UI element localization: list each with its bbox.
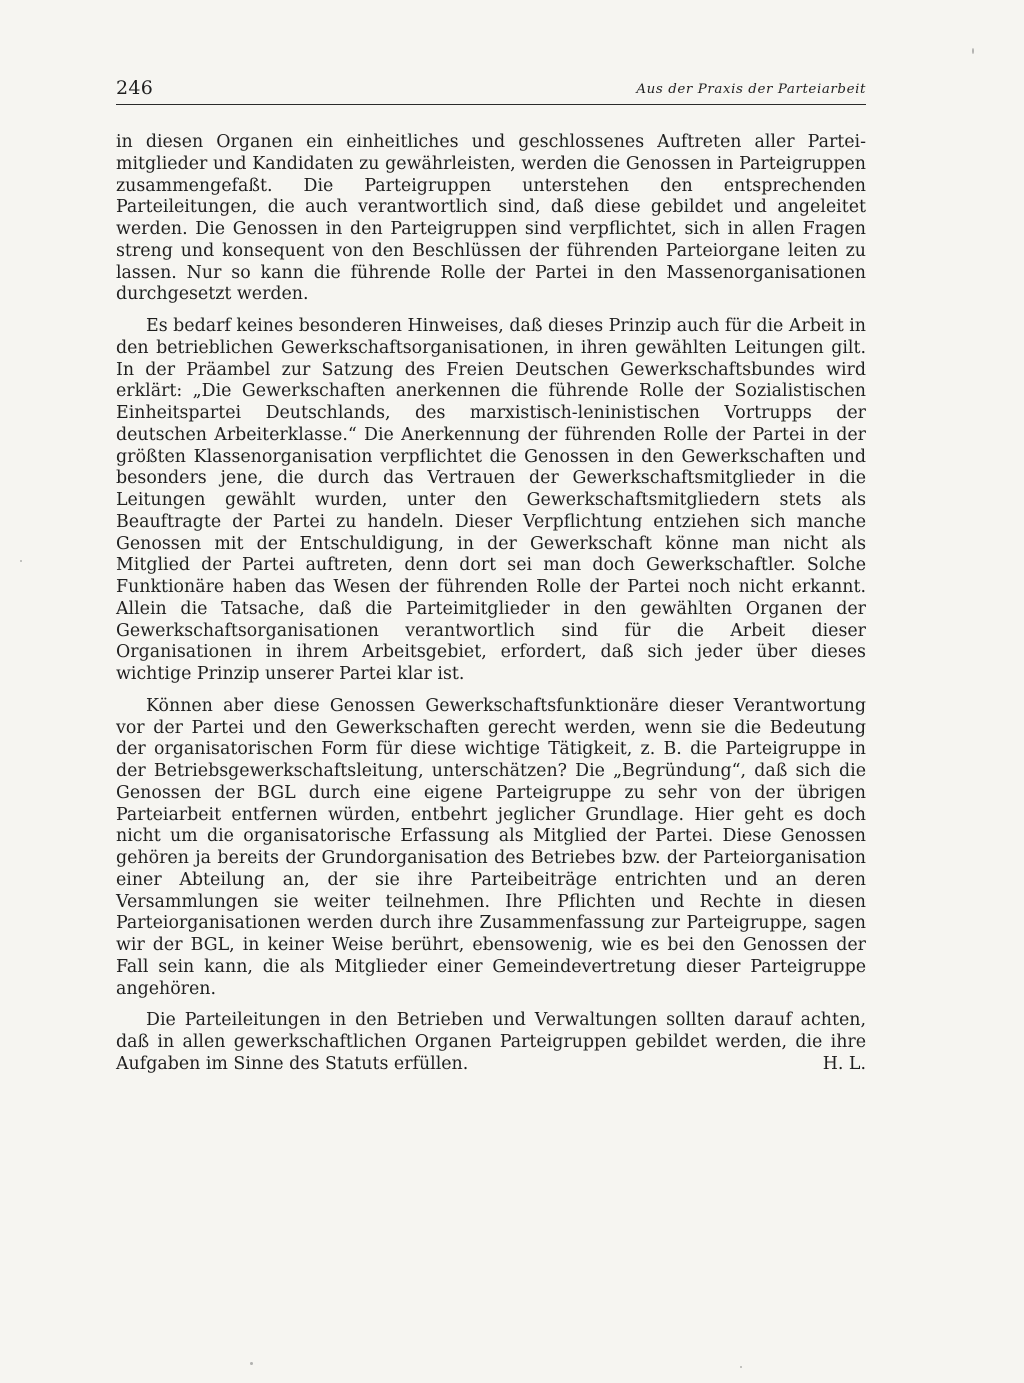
author-signature: H. L. (822, 1053, 866, 1074)
paragraph-1: in diesen Organen ein einheitliches und geschlossenes Auftreten aller Parteimitglieder und Kandidaten zu gewährleisten, werden die Genossen in Parteigruppen zusammengefaßt. Die Parteigruppen unterstehen den entsprechenden Parteileitungen, die auch verantwortlich sind, daß diese gebildet und angeleitet werden. Die Genossen in den Parteigruppen sind verpflichtet, sich in allen Fragen streng und konsequent von den Beschlüssen der führenden Parteiorgane leiten zu lassen. Nur so kann die führende Rolle der Partei in den Massenorganisationen durchgesetzt werden. (116, 132, 866, 305)
page-number: 246 (116, 77, 154, 99)
page-header (116, 76, 866, 105)
paragraph-2: Es bedarf keines besonderen Hinweises, daß dieses Prinzip auch für die Arbeit in den betrieblichen Gewerkschaftsorganisationen, in ihren gewählten Leitungen gilt. In der Präambel zur Satzung des Freien Deutschen Gewerkschaftsbundes wird erklärt: „Die Gewerkschaften anerkennen die führende Rolle der Sozialistischen Einheitspartei Deutschlands, des marxistisch-leninistischen Vortrupps der deutschen Arbeiterklasse.“ Die Anerkennung der führenden Rolle der Partei in der größten Klassenorganisation verpflichtet die Genossen in den Gewerkschaften und besonders jene, die durch das Vertrauen der Gewerkschaftsmitglieder in die Leitungen gewählt wurden, unter den Gewerkschaftsmitgliedern stets als Beauftragte der Partei zu handeln. Dieser Verpflichtung entziehen sich manche Genossen mit der Entschuldigung, in der Gewerkschaft könne man nicht als Mitglied der Partei auftreten, denn dort sei man doch Gewerkschaftler. Solche Funktionäre haben das Wesen der führenden Rolle der Partei noch nicht erkannt. Allein die Tatsache, daß die Parteimitglieder in den gewählten Organen der Gewerkschaftsorganisationen verantwortlich sind für die Arbeit dieser Organisationen in ihrem Arbeitsgebiet, erfordert, daß sich jeder über dieses wichtige Prinzip unserer Partei klar ist. (116, 316, 866, 684)
running-title: Aus der Praxis der Parteiarbeit (636, 82, 866, 97)
scan-speck (20, 560, 22, 562)
closing-block (116, 1010, 866, 1085)
body-text (116, 132, 866, 1086)
paragraph-4 (116, 1010, 866, 1075)
scan-speck (972, 48, 974, 54)
scan-speck (250, 1362, 253, 1365)
paragraph-3: Können aber diese Genossen Gewerkschaftsfunktionäre dieser Verantwortung vor der Partei und den Gewerkschaften gerecht werden, wenn sie die Bedeutung der organisatorischen Form für diese wichtige Tätigkeit, z. B. die Parteigruppe in der Betriebsgewerkschaftsleitung, unterschätzen? Die „Begründung“, daß sich die Genossen der BGL durch eine eigene Parteigruppe zu sehr von der übrigen Parteiarbeit entfernen würden, entbehrt jeglicher Grundlage. Hier geht es doch nicht um die organisatorische Erfassung als Mitglied der Partei. Diese Genossen gehören ja bereits der Grundorganisation des Betriebes bzw. der Parteiorganisation einer Abteilung an, der sie ihre Parteibeiträge entrichten und an deren Versammlungen sie weiter teilnehmen. Ihre Pflichten und Rechte in diesen Parteiorganisationen werden durch ihre Zusammenfassung zur Parteigruppe, sagen wir der BGL, in keiner Weise berührt, ebensowenig, wie es bei den Genossen der Fall sein kann, die als Mitglieder einer Gemeindevertretung dieser Parteigruppe angehören. (116, 695, 866, 999)
scan-speck (740, 1366, 742, 1368)
paragraph-4-text: Die Parteileitungen in den Betrieben und Verwaltungen sollten darauf achten, daß in allen gewerkschaftlichen Organen Parteigruppen gebildet werden, die ihre Aufgaben im Sinne des Statuts erfüllen. (116, 1010, 866, 1074)
